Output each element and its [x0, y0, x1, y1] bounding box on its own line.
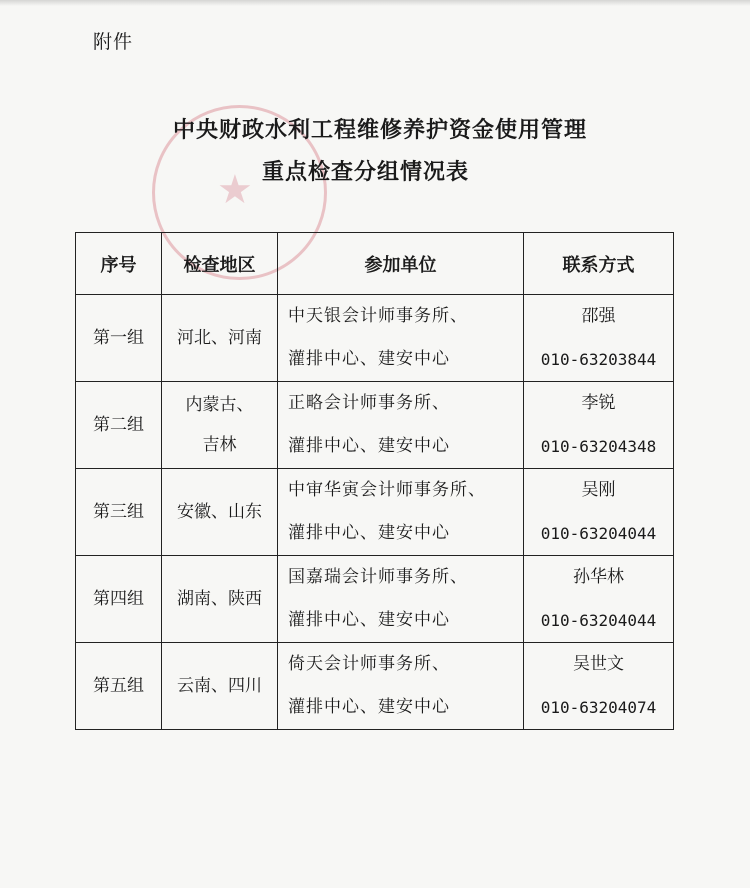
contact-phone: 010-63203844 — [540, 350, 657, 369]
region-cell — [162, 295, 278, 382]
region-text: 云南、四川 — [177, 676, 262, 696]
group-label: 第三组 — [93, 501, 144, 522]
column-header-units: 参加单位 — [278, 233, 524, 295]
units-cell — [278, 469, 524, 556]
document-title-line-2: 重点检查分组情况表 — [262, 160, 470, 185]
unit-text: 灌排中心、建安中心 — [288, 349, 450, 369]
region-cell — [162, 469, 278, 556]
contact-name: 孙华林 — [573, 567, 624, 587]
contact-phone: 010-63204044 — [540, 524, 657, 543]
contact-cell — [524, 382, 674, 469]
unit-text: 灌排中心、建安中心 — [288, 436, 450, 456]
contact-name: 吴世文 — [573, 654, 624, 674]
unit-text: 灌排中心、建安中心 — [288, 523, 450, 543]
table-row — [76, 469, 674, 556]
unit-text: 灌排中心、建安中心 — [288, 697, 450, 717]
unit-text: 正略会计师事务所、 — [288, 393, 450, 413]
contact-name: 李锐 — [581, 393, 616, 413]
contact-name: 邵强 — [581, 306, 616, 326]
units-cell — [278, 382, 524, 469]
region-text: 河北、河南 — [177, 328, 262, 348]
document-title-line-1: 中央财政水利工程维修养护资金使用管理 — [173, 118, 588, 143]
group-cell — [76, 382, 162, 469]
inspection-groups-table — [75, 232, 674, 730]
unit-text: 中天银会计师事务所、 — [288, 306, 468, 326]
group-cell — [76, 469, 162, 556]
unit-text: 灌排中心、建安中心 — [288, 610, 450, 630]
units-cell — [278, 643, 524, 730]
group-label: 第五组 — [93, 675, 144, 696]
group-cell — [76, 643, 162, 730]
column-header-seq: 序号 — [76, 233, 162, 295]
contact-phone: 010-63204044 — [540, 611, 657, 630]
unit-text: 中审华寅会计师事务所、 — [288, 480, 486, 500]
contact-phone: 010-63204074 — [540, 698, 657, 717]
unit-text: 国嘉瑞会计师事务所、 — [288, 567, 468, 587]
unit-text: 倚天会计师事务所、 — [288, 654, 450, 674]
table-row — [76, 295, 674, 382]
region-cell — [162, 556, 278, 643]
region-text: 湖南、陕西 — [177, 589, 262, 609]
table-row — [76, 643, 674, 730]
contact-name: 吴刚 — [581, 480, 616, 500]
table-header-row — [76, 233, 674, 295]
contact-cell — [524, 643, 674, 730]
contact-phone: 010-63204348 — [540, 437, 657, 456]
region-text: 安徽、山东 — [177, 502, 262, 522]
star-icon: ★ — [217, 167, 253, 213]
units-cell — [278, 295, 524, 382]
column-header-region: 检查地区 — [162, 233, 278, 295]
region-cell — [162, 643, 278, 730]
group-label: 第四组 — [93, 588, 144, 609]
contact-cell — [524, 295, 674, 382]
group-cell — [76, 295, 162, 382]
column-header-contact: 联系方式 — [524, 233, 674, 295]
region-cell — [162, 382, 278, 469]
table-row — [76, 556, 674, 643]
group-label: 第二组 — [93, 414, 144, 435]
region-text: 内蒙古、 — [185, 395, 254, 415]
contact-cell — [524, 556, 674, 643]
region-text: 吉林 — [202, 435, 237, 455]
group-label: 第一组 — [93, 327, 144, 348]
table-row — [76, 382, 674, 469]
attachment-label: 附件 — [93, 31, 134, 53]
scan-edge-shadow — [0, 0, 750, 6]
contact-cell — [524, 469, 674, 556]
group-cell — [76, 556, 162, 643]
units-cell — [278, 556, 524, 643]
